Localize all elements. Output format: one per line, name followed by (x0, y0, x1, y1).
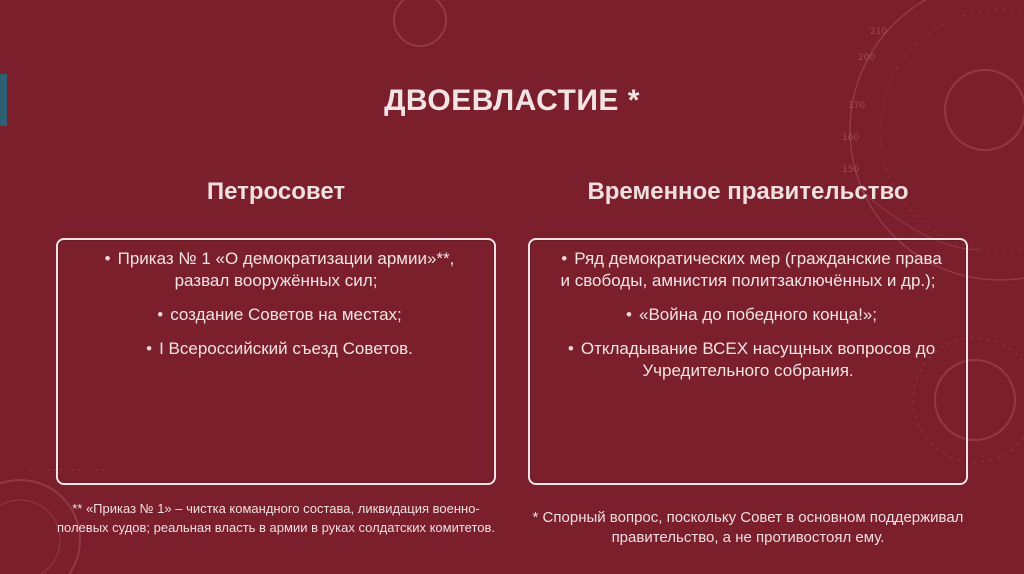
bullet-icon: • (104, 249, 111, 268)
bullet-text: Ряд демократических мер (гражданские права и свободы, амнистия политзаключённых и др.); (560, 249, 942, 290)
list-item (552, 248, 944, 292)
left-content-box (56, 238, 496, 485)
bullet-icon: • (567, 339, 574, 358)
bullet-text: I Всероссийский съезд Советов. (159, 339, 413, 358)
list-item (80, 338, 472, 360)
bullet-text: Приказ № 1 «О демократизации армии»**, развал вооружённых сил; (117, 249, 455, 290)
bullet-icon: • (626, 305, 632, 324)
right-bullet-list (530, 240, 966, 382)
bullet-text: «Война до победного конца!»; (638, 305, 878, 324)
list-item (552, 338, 944, 382)
list-item (80, 248, 472, 292)
bullet-text: создание Советов на местах; (170, 305, 402, 324)
bullet-text: Откладывание ВСЕХ насущных вопросов до Учредительного собрания. (580, 339, 936, 380)
svg-text:210: 210 (870, 27, 888, 37)
left-bullet-list (58, 240, 494, 360)
svg-text:200: 200 (858, 53, 876, 63)
list-item (552, 304, 944, 326)
slide-title: ДВОЕВЛАСТИЕ * (384, 84, 640, 117)
left-column-heading: Петросовет (206, 178, 346, 205)
list-item (80, 304, 472, 326)
right-column-heading: Временное правительство (587, 178, 909, 205)
svg-text:170: 170 (848, 101, 866, 111)
left-footnote: ** «Приказ № 1» – чистка командного состава, ликвидация военно-полевых судов; реальная власть в армии в руках солдатских комитетов. (56, 501, 495, 535)
svg-text:160: 160 (842, 133, 860, 143)
svg-text:150: 150 (842, 165, 860, 175)
right-footnote: * Спорный вопрос, поскольку Совет в основном поддерживал правительство, а не противостоял ему. (532, 509, 964, 546)
bullet-icon: • (157, 305, 164, 324)
bullet-icon: • (146, 339, 153, 358)
right-content-box (528, 238, 968, 485)
bullet-icon: • (561, 249, 568, 268)
